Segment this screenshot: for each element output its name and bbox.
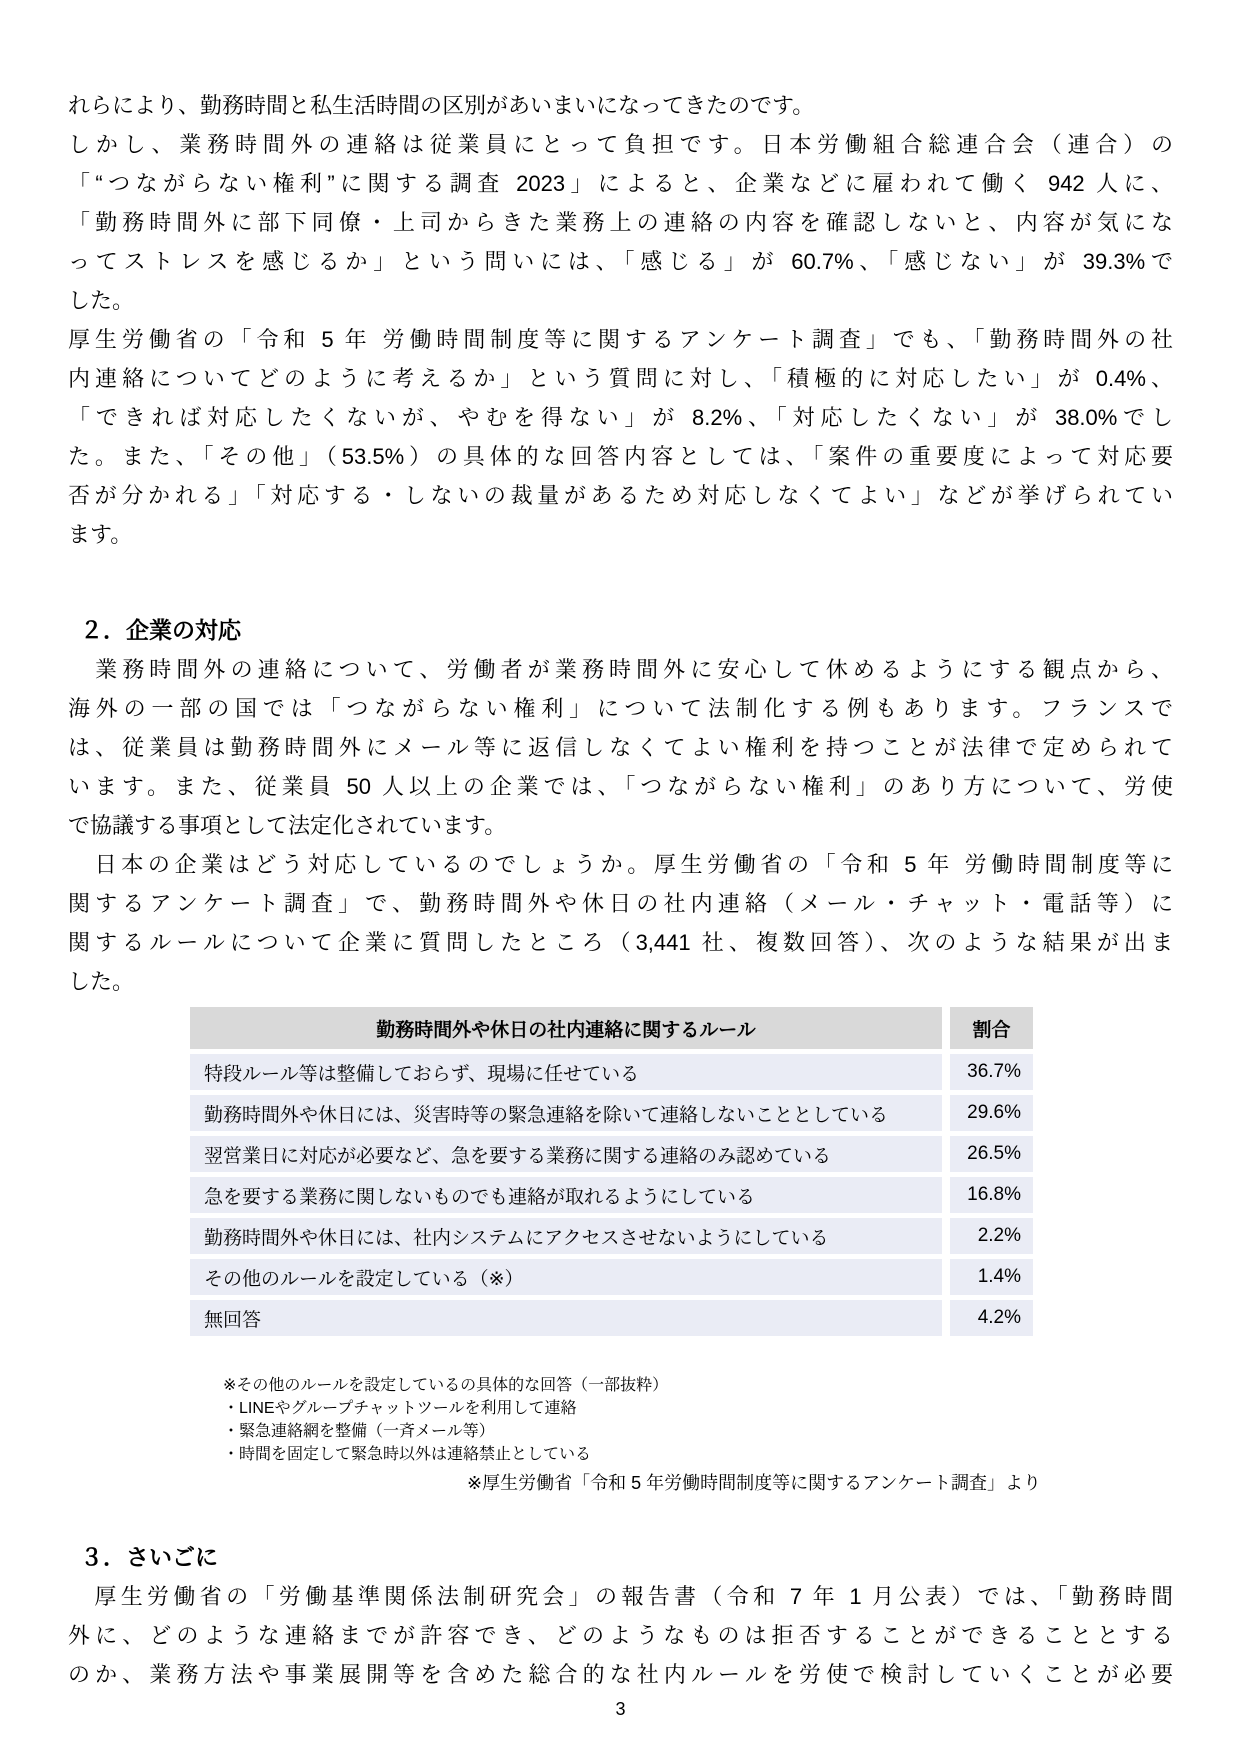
paragraph-intro-continuation	[68, 86, 1173, 125]
text-line: ・緊急連絡網を整備（一斉メール等）	[223, 1423, 495, 1440]
paragraph-overseas-law	[68, 650, 1173, 845]
table-row	[190, 1054, 1033, 1090]
paragraph-rengo-survey	[68, 125, 1173, 320]
text-line: 「“つながらない権利”に関する調査 2023」によると、企業などに雇われて働く 942 人に、	[68, 171, 1173, 196]
rules-table	[190, 1007, 1033, 1336]
text-line: しかし、業務時間外の連絡は従業員にとって負担です。日本労働組合総連合会（連合）の	[68, 132, 1173, 157]
table-header-row	[190, 1007, 1033, 1049]
paragraph-mhlw-survey	[68, 320, 1173, 554]
text-line: ・時間を固定して緊急時以外は連絡禁止としている	[223, 1446, 592, 1463]
table-row	[190, 1177, 1033, 1213]
text-line: した。	[68, 288, 135, 313]
table-cell-value: 2.2%	[950, 1218, 1033, 1254]
table-cell-label: 特段ルール等は整備しておらず、現場に任せている	[190, 1054, 942, 1090]
text-line: 内連絡についてどのように考えるか」という質問に対し、「積極的に対応したい」が 0.4%、	[68, 366, 1173, 391]
table-cell-label: その他のルールを設定している（※）	[190, 1259, 942, 1295]
text-line: 否が分かれる」「対応する・しないの裁量があるため対応しなくてよい」などが挙げられてい	[68, 483, 1173, 508]
table-row	[190, 1095, 1033, 1131]
table-footnote	[223, 1374, 1173, 1466]
section2-heading: ２．企業の対応	[80, 617, 241, 643]
text-line: 関するアンケート調査」で、勤務時間外や休日の社内連絡（メール・チャット・電話等）に	[68, 891, 1173, 916]
text-line: した。	[68, 969, 135, 994]
text-line: で協議する事項として法定化されています。	[68, 813, 507, 838]
text-line: た。また、「その他」（53.5%）の具体的な回答内容としては、「案件の重要度によって対応要	[68, 444, 1173, 469]
text-line: 外に、どのような連絡までが許容でき、どのようなものは拒否することができることとする	[68, 1623, 1173, 1648]
table-cell-value: 4.2%	[950, 1300, 1033, 1336]
table-cell-label: 勤務時間外や休日には、社内システムにアクセスさせないようにしている	[190, 1218, 942, 1254]
text-line: ※その他のルールを設定しているの具体的な回答（一部抜粋）	[223, 1377, 669, 1394]
text-line: れらにより、勤務時間と私生活時間の区別があいまいになってきたのです。	[68, 93, 815, 118]
text-line: 業務時間外の連絡について、労働者が業務時間外に安心して休めるようにする観点から、	[68, 657, 1173, 682]
table-header-ratio: 割合	[950, 1007, 1033, 1049]
table-cell-value: 29.6%	[950, 1095, 1033, 1131]
table-row	[190, 1136, 1033, 1172]
table-cell-label: 無回答	[190, 1300, 942, 1336]
table-row	[190, 1218, 1033, 1254]
page-number: 3	[615, 1699, 626, 1719]
paragraph-japan-companies	[68, 845, 1173, 1001]
text-line: は、従業員は勤務時間外にメール等に返信しなくてよい権利を持つことが法律で定められて	[68, 735, 1173, 760]
table-cell-label: 翌営業日に対応が必要など、急を要する業務に関する連絡のみ認めている	[190, 1136, 942, 1172]
table-header-rule: 勤務時間外や休日の社内連絡に関するルール	[190, 1007, 942, 1049]
table-cell-value: 1.4%	[950, 1259, 1033, 1295]
table-cell-label: 急を要する業務に関しないものでも連絡が取れるようにしている	[190, 1177, 942, 1213]
table-cell-value: 36.7%	[950, 1054, 1033, 1090]
text-line: います。また、従業員 50 人以上の企業では、「つながらない権利」のあり方について、労使	[68, 774, 1173, 799]
text-line: 厚生労働省の「労働基準関係法制研究会」の報告書（令和 7 年 1 月公表）では、「勤務時間	[68, 1584, 1173, 1609]
text-line: 厚生労働省の「令和 5 年 労働時間制度等に関するアンケート調査」でも、「勤務時間外の社	[68, 327, 1173, 352]
text-line: 日本の企業はどう対応しているのでしょうか。厚生労働省の「令和 5 年 労働時間制度等に	[68, 852, 1173, 877]
table-cell-label: 勤務時間外や休日には、災害時等の緊急連絡を除いて連絡しないこととしている	[190, 1095, 942, 1131]
table-row	[190, 1259, 1033, 1295]
text-line: 海外の一部の国では「つながらない権利」について法制化する例もあります。フランスで	[68, 696, 1173, 721]
text-line: 関するルールについて企業に質問したところ（3,441 社、複数回答）、次のような結果が出ま	[68, 930, 1173, 955]
text-line: ってストレスを感じるか」という問いには、「感じる」が 60.7%、「感じない」が 39.3%で	[68, 249, 1173, 274]
paragraph-conclusion	[68, 1577, 1173, 1694]
table-cell-value: 16.8%	[950, 1177, 1033, 1213]
text-line: 「できれば対応したくないが、やむを得ない」が 8.2%、「対応したくない」が 38.0%でし	[68, 405, 1173, 430]
text-line: 「勤務時間外に部下同僚・上司からきた業務上の連絡の内容を確認しないと、内容が気にな	[68, 210, 1173, 235]
text-line: のか、業務方法や事業展開等を含めた総合的な社内ルールを労使で検討していくことが必要	[68, 1662, 1173, 1687]
text-line: ます。	[68, 522, 133, 547]
text-line: ・LINEやグループチャットツールを利用して連絡	[223, 1400, 577, 1417]
table-cell-value: 26.5%	[950, 1136, 1033, 1172]
table-row	[190, 1300, 1033, 1336]
source-citation: ※厚生労働省「令和 5 年労働時間制度等に関するアンケート調査」より	[466, 1473, 1041, 1493]
section3-heading: ３．さいごに	[80, 1544, 218, 1570]
